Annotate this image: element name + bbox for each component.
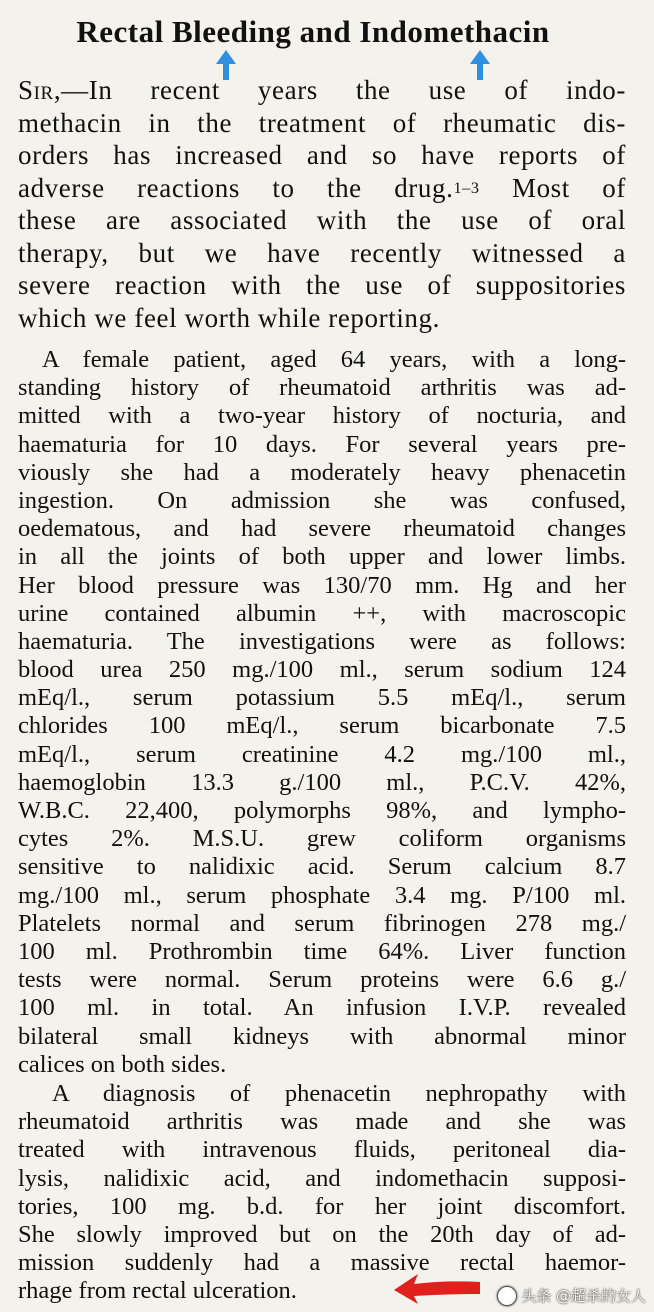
text-line: ingestion. On admission she was confused, (18, 486, 626, 514)
text-line: adverse reactions to the drug.$^{1-3}$ Most of (18, 172, 626, 203)
text-line: rhage from rectal ulceration. (18, 1277, 297, 1305)
text-line: severe reaction with the use of suppositories (18, 270, 626, 300)
text-line: mEq/l., serum potassium 5.5 mEq/l., serum (18, 684, 626, 712)
salutation: Sir, (18, 75, 62, 105)
text-line: sensitive to nalidixic acid. Serum calcium 8.7 (18, 853, 626, 881)
text-line: which we feel worth while reporting. (18, 302, 440, 333)
text-line: She slowly improved but on the 20th day of ad- (18, 1220, 626, 1248)
text-line: haematuria. The investigations were as follows: (18, 627, 626, 655)
text-line: cytes 2%. M.S.U. grew coliform organisms (18, 825, 626, 853)
text-line: chlorides 100 mEq/l., serum bicarbonate 7.5 (18, 712, 626, 740)
text-line: mitted with a two-year history of nocturia, and (18, 402, 626, 430)
text-line: rheumatoid arthritis was made and she was (18, 1108, 626, 1136)
text-line: lysis, nalidixic acid, and indomethacin supposi- (18, 1164, 626, 1192)
text-line: viously she had a moderately heavy phenacetin (18, 458, 626, 486)
text-line: 100 ml. Prothrombin time 64%. Liver function (18, 937, 626, 965)
text-line: A diagnosis of phenacetin nephropathy with (52, 1080, 626, 1107)
text-line: treated with intravenous fluids, peritoneal dia- (18, 1136, 626, 1164)
text-line: orders has increased and so have reports of (18, 140, 626, 170)
text-line: tests were normal. Serum proteins were 6.6 g./ (18, 966, 626, 994)
text-line: 100 ml. in total. An infusion I.V.P. revealed (18, 994, 626, 1022)
text-line: methacin in the treatment of rheumatic dis- (18, 107, 626, 138)
text-line: Platelets normal and serum fibrinogen 278 mg./ (18, 909, 626, 937)
text-line: haematuria for 10 days. For several years pre- (18, 430, 626, 458)
text-line: Her blood pressure was 130/70 mm. Hg and her (18, 571, 626, 599)
watermark-text: 头条 @超杀的女人 (521, 1287, 646, 1305)
text-line: standing history of rheumatoid arthritis was ad- (18, 374, 626, 402)
watermark (497, 1285, 646, 1306)
text-line: calices on both sides. (18, 1050, 227, 1078)
citation-superscript: 1–3 (453, 179, 480, 198)
letter-intro-paragraph (18, 74, 626, 334)
text-line: A female patient, aged 64 years, with a long- (42, 346, 626, 373)
article-title: Rectal Bleeding and Indomethacin (76, 14, 550, 49)
text-line: blood urea 250 mg./100 ml., serum sodium 124 (18, 656, 626, 684)
case-report-paragraph (18, 346, 626, 1079)
text-line: oedematous, and had severe rheumatoid changes (18, 515, 626, 543)
diagnosis-paragraph (18, 1080, 626, 1306)
text-line: haemoglobin 13.3 g./100 ml., P.C.V. 42%, (18, 768, 626, 796)
text-line: tories, 100 mg. b.d. for her joint discomfort. (18, 1192, 626, 1220)
text-line: mg./100 ml., serum phosphate 3.4 mg. P/100 ml. (18, 881, 626, 909)
text-line: in all the joints of both upper and lower limbs. (18, 543, 626, 571)
text-line: mission suddenly had a massive rectal haemor- (18, 1249, 626, 1277)
text-line: urine contained albumin ++, with macroscopic (18, 599, 626, 627)
text-line: mEq/l., serum creatinine 4.2 mg./100 ml., (18, 740, 626, 768)
text-line: therapy, but we have recently witnessed a (18, 237, 626, 268)
text-line: bilateral small kidneys with abnormal minor (18, 1022, 626, 1050)
red-arrow-left-icon (392, 1270, 482, 1309)
text-line: W.B.C. 22,400, polymorphs 98%, and lympho- (18, 797, 626, 824)
text-line: Sir,—In recent years the use of indo- (18, 75, 626, 105)
text-line: these are associated with the use of oral (18, 205, 626, 235)
watermark-logo-icon (497, 1286, 517, 1306)
